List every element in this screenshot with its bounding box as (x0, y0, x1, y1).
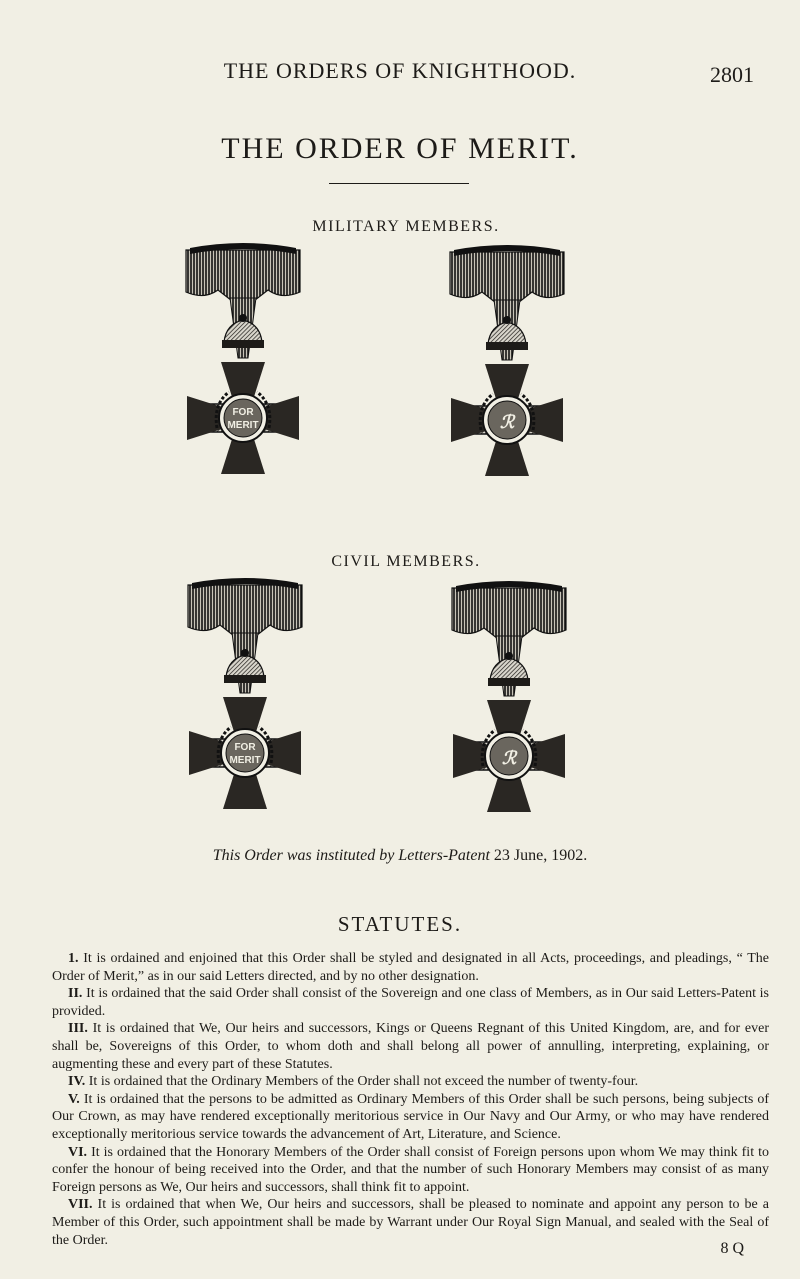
statute-item: VI. It is ordained that the Honorary Members of the Order shall consist of Foreign persons upon whom We may think fit to confer the honour of being received into the Order, and that the number of such Honorary Members may consist of as many Foreign persons as We, Our heirs and successors, shall think fit to appoint. (52, 1144, 770, 1195)
badge-military-front-illustration (178, 240, 308, 500)
badge-legend-merit: MERIT (229, 755, 261, 766)
printer-signature-mark: 8 Q (720, 1240, 744, 1257)
statute-item: V. It is ordained that the persons to be admitted as Ordinary Members of this Order shall be such persons, being subjects of Our Crown, as may have rendered exceptionally meritorious service in Our Navy and Our Army, or who may have rendered exceptionally meritorious service towards the advancement of Art, Literature, and Science. (52, 1091, 769, 1142)
section-civil-members: CIVIL MEMBERS. (331, 553, 481, 570)
badge-military-reverse-illustration (442, 242, 572, 502)
caption-date: 23 June, 1902. (493, 847, 588, 864)
section-military-members: MILITARY MEMBERS. (312, 218, 500, 235)
page-number: 2801 (710, 62, 754, 87)
badge-legend-merit: MERIT (227, 420, 259, 431)
caption-text: This Order was instituted by Letters-Patent (212, 847, 490, 864)
badge-civil-front-illustration (180, 575, 310, 835)
statute-item: 1. It is ordained and enjoined that this Order shall be styled and designated in all Acts, proceedings, and pleadings, “ The Order of Merit,” as in our said Letters directed, and by no other designation. (52, 951, 769, 984)
badge-legend-for: FOR (232, 407, 254, 418)
statute-item: IV. It is ordained that the Ordinary Members of the Order shall not exceed the number of twenty-four. (68, 1074, 639, 1090)
cipher-monogram: ℛ (499, 412, 515, 432)
badge-legend-for: FOR (234, 742, 256, 753)
institution-caption (0, 847, 800, 865)
statute-item: VII. It is ordained that when We, Our heirs and successors, shall be pleased to nominate and appoint any person to be a Member of this Order, such appointment shall be made by Warrant under Our Royal Sign Manual, and sealed with the Seal of the Order. (52, 1197, 769, 1248)
statute-item: III. It is ordained that We, Our heirs and successors, Kings or Queens Regnant of this United Kingdom, are, and for ever shall be, Sovereigns of this Order, to whom doth and shall belong all power of annulling, interpreting, explaining, or augmenting these and every part of these Statutes. (52, 1021, 769, 1072)
title-rule (329, 183, 469, 184)
statutes-heading: STATUTES. (337, 912, 463, 936)
statute-item: II. It is ordained that the said Order shall consist of the Sovereign and one class of Members, as in Our said Letters-Patent is provided. (52, 986, 769, 1019)
badge-civil-reverse-illustration (444, 578, 574, 838)
statutes-list (52, 950, 769, 1249)
page-title: THE ORDER OF MERIT. (221, 132, 579, 165)
running-head: THE ORDERS OF KNIGHTHOOD. (223, 58, 577, 83)
cipher-monogram: ℛ (501, 748, 517, 768)
